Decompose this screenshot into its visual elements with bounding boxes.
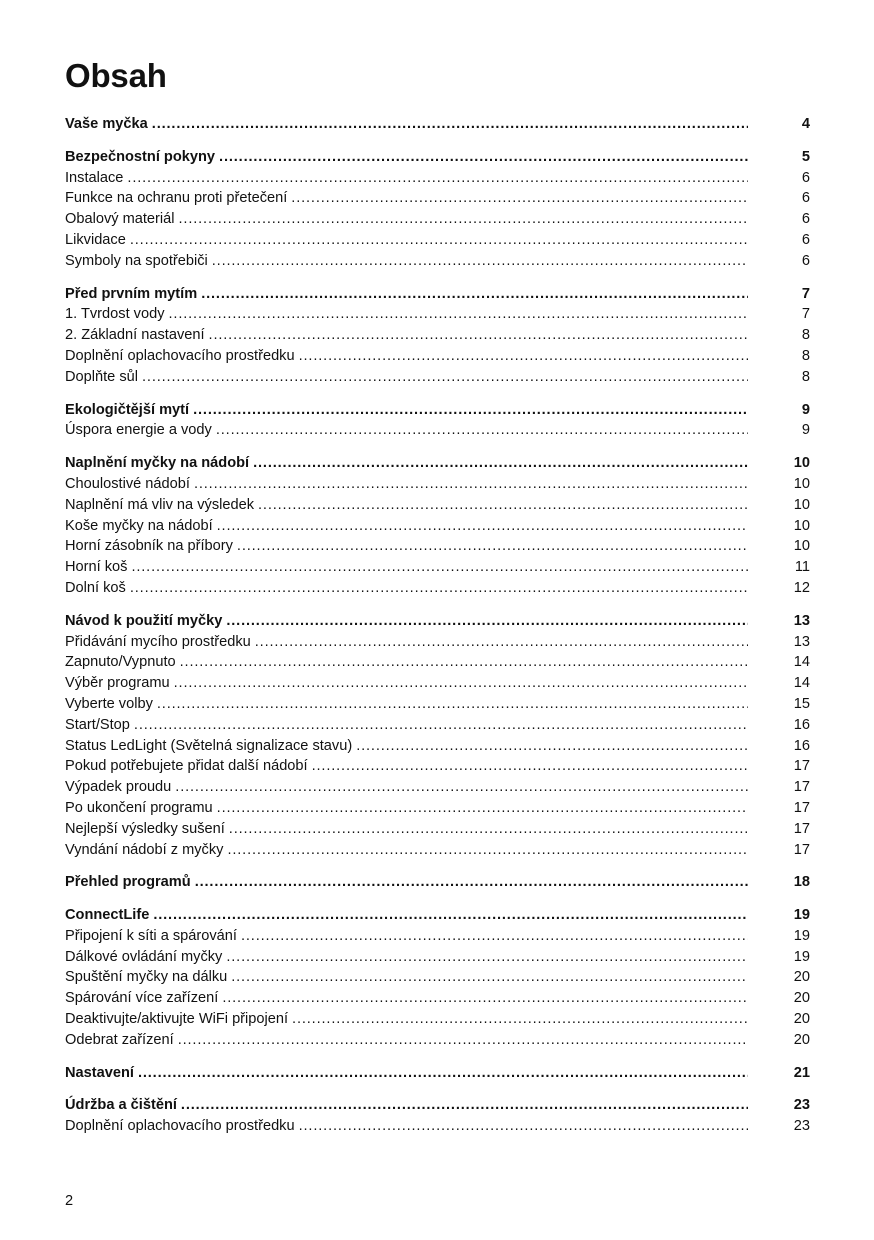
toc-entry[interactable] bbox=[65, 673, 810, 694]
toc-entry-page: 16 bbox=[793, 716, 810, 733]
toc-section-heading[interactable] bbox=[65, 905, 810, 926]
dot-leader bbox=[153, 905, 748, 926]
toc-entry-page: 16 bbox=[793, 737, 810, 754]
dot-leader bbox=[241, 926, 748, 947]
toc-entry-page: 7 bbox=[801, 306, 810, 323]
toc-entry-label: Spárování více zařízení bbox=[65, 990, 219, 1007]
toc-entry[interactable] bbox=[65, 578, 810, 599]
toc-entry[interactable] bbox=[65, 756, 810, 777]
toc-section-heading[interactable] bbox=[65, 114, 810, 135]
toc-entry[interactable] bbox=[65, 1030, 810, 1051]
toc-entry[interactable] bbox=[65, 840, 810, 861]
dot-leader bbox=[127, 168, 748, 189]
dot-leader bbox=[195, 872, 748, 893]
toc-entry-label: Doplňte sůl bbox=[65, 368, 139, 385]
page-title: Obsah bbox=[65, 57, 167, 94]
toc-entry-label: Nejlepší výsledky sušení bbox=[65, 820, 225, 837]
toc-section-heading[interactable] bbox=[65, 872, 810, 893]
dot-leader bbox=[175, 777, 748, 798]
toc-entry-label: 2. Základní nastavení bbox=[65, 327, 205, 344]
toc-entry-page: 20 bbox=[793, 990, 810, 1007]
toc-section bbox=[65, 114, 810, 135]
dot-leader bbox=[255, 632, 748, 653]
toc-entry-page: 20 bbox=[793, 1031, 810, 1048]
dot-leader bbox=[193, 400, 748, 421]
toc-entry[interactable] bbox=[65, 652, 810, 673]
toc-section bbox=[65, 453, 810, 599]
toc-entry-label: Horní koš bbox=[65, 559, 128, 576]
dot-leader bbox=[179, 209, 749, 230]
toc-entry-label: Připojení k síti a spárování bbox=[65, 927, 237, 944]
toc-entry[interactable] bbox=[65, 325, 810, 346]
dot-leader bbox=[157, 694, 748, 715]
dot-leader bbox=[181, 1095, 748, 1116]
toc-entry[interactable] bbox=[65, 632, 810, 653]
dot-leader bbox=[226, 611, 748, 632]
dot-leader bbox=[209, 325, 748, 346]
toc-entry-page: 8 bbox=[801, 347, 810, 364]
toc-entry[interactable] bbox=[65, 516, 810, 537]
toc-section-heading[interactable] bbox=[65, 1095, 810, 1116]
toc-entry-page: 6 bbox=[801, 252, 810, 269]
toc-entry[interactable] bbox=[65, 967, 810, 988]
toc-entry-page: 19 bbox=[793, 927, 810, 944]
dot-leader bbox=[178, 1030, 748, 1051]
dot-leader bbox=[142, 367, 748, 388]
table-of-contents bbox=[65, 114, 810, 1149]
toc-section-heading[interactable] bbox=[65, 453, 810, 474]
toc-entry[interactable] bbox=[65, 1116, 810, 1137]
toc-entry-label: Obalový materiál bbox=[65, 211, 175, 228]
toc-entry-label: Choulostivé nádobí bbox=[65, 475, 190, 492]
dot-leader bbox=[219, 147, 748, 168]
dot-leader bbox=[217, 798, 748, 819]
dot-leader bbox=[194, 474, 748, 495]
toc-entry-page: 23 bbox=[793, 1118, 810, 1135]
dot-leader bbox=[299, 346, 748, 367]
dot-leader bbox=[201, 284, 748, 305]
toc-entry-page: 10 bbox=[793, 496, 810, 513]
toc-entry-label: Deaktivujte/aktivujte WiFi připojení bbox=[65, 1011, 289, 1028]
dot-leader bbox=[169, 304, 749, 325]
toc-section-heading[interactable] bbox=[65, 147, 810, 168]
toc-entry-label: Status LedLight (Světelná signalizace stavu) bbox=[65, 737, 353, 754]
toc-entry[interactable] bbox=[65, 694, 810, 715]
toc-section bbox=[65, 905, 810, 1051]
toc-entry-page: 6 bbox=[801, 211, 810, 228]
toc-entry[interactable] bbox=[65, 988, 810, 1009]
toc-entry-label: Bezpečnostní pokyny bbox=[65, 148, 216, 165]
toc-entry-page: 21 bbox=[793, 1064, 810, 1081]
toc-entry-page: 17 bbox=[793, 758, 810, 775]
toc-entry[interactable] bbox=[65, 495, 810, 516]
dot-leader bbox=[130, 230, 748, 251]
dot-leader bbox=[227, 840, 748, 861]
toc-entry-page: 7 bbox=[801, 285, 810, 302]
dot-leader bbox=[138, 1063, 748, 1084]
toc-entry-page: 17 bbox=[793, 820, 810, 837]
toc-entry-label: Naplnění myčky na nádobí bbox=[65, 455, 250, 472]
toc-entry-page: 6 bbox=[801, 190, 810, 207]
toc-entry-page: 4 bbox=[801, 116, 810, 132]
dot-leader bbox=[134, 715, 748, 736]
toc-section bbox=[65, 400, 810, 442]
toc-entry-page: 8 bbox=[801, 368, 810, 385]
toc-entry-label: Ekologičtější mytí bbox=[65, 401, 190, 418]
toc-entry[interactable] bbox=[65, 251, 810, 272]
toc-section bbox=[65, 872, 810, 893]
toc-entry-label: Funkce na ochranu proti přetečení bbox=[65, 190, 288, 207]
dot-leader bbox=[291, 188, 748, 209]
toc-entry-page: 23 bbox=[793, 1097, 810, 1114]
dot-leader bbox=[229, 819, 748, 840]
toc-entry-page: 14 bbox=[793, 654, 810, 671]
toc-entry[interactable] bbox=[65, 1009, 810, 1030]
toc-entry-label: ConnectLife bbox=[65, 907, 150, 924]
toc-entry-label: Výpadek proudu bbox=[65, 779, 172, 796]
toc-entry-label: Přehled programů bbox=[65, 874, 191, 891]
dot-leader bbox=[356, 736, 748, 757]
toc-entry-page: 17 bbox=[793, 841, 810, 858]
dot-leader bbox=[312, 756, 748, 777]
toc-entry-page: 14 bbox=[793, 675, 810, 692]
toc-entry-page: 8 bbox=[801, 327, 810, 344]
dot-leader bbox=[292, 1009, 748, 1030]
toc-entry-label: Vaše myčka bbox=[65, 116, 148, 132]
toc-entry-label: Výběr programu bbox=[65, 675, 170, 692]
toc-entry-label: Zapnuto/Vypnuto bbox=[65, 654, 176, 671]
toc-entry-label: 1. Tvrdost vody bbox=[65, 306, 165, 323]
toc-section bbox=[65, 1095, 810, 1137]
toc-entry-label: Koše myčky na nádobí bbox=[65, 517, 213, 534]
dot-leader bbox=[180, 652, 748, 673]
dot-leader bbox=[174, 673, 748, 694]
dot-leader bbox=[258, 495, 748, 516]
toc-entry-label: Dolní koš bbox=[65, 579, 126, 596]
toc-entry-label: Spuštění myčky na dálku bbox=[65, 969, 228, 986]
toc-entry-label: Úspora energie a vody bbox=[65, 422, 212, 439]
toc-entry-label: Likvidace bbox=[65, 231, 126, 248]
toc-entry-label: Vyberte volby bbox=[65, 695, 153, 712]
toc-entry-page: 10 bbox=[793, 475, 810, 492]
toc-section-heading[interactable] bbox=[65, 400, 810, 421]
toc-entry-label: Doplnění oplachovacího prostředku bbox=[65, 1118, 295, 1135]
toc-entry[interactable] bbox=[65, 736, 810, 757]
toc-entry-label: Údržba a čištění bbox=[65, 1097, 177, 1114]
toc-entry-label: Symboly na spotřebiči bbox=[65, 252, 208, 269]
toc-entry-page: 9 bbox=[801, 422, 810, 439]
toc-section-heading[interactable] bbox=[65, 611, 810, 632]
toc-entry-label: Odebrat zařízení bbox=[65, 1031, 174, 1048]
toc-entry-label: Vyndání nádobí z myčky bbox=[65, 841, 224, 858]
toc-entry[interactable] bbox=[65, 230, 810, 251]
toc-entry[interactable] bbox=[65, 798, 810, 819]
dot-leader bbox=[237, 536, 748, 557]
toc-entry-page: 13 bbox=[793, 633, 810, 650]
toc-entry[interactable] bbox=[65, 926, 810, 947]
toc-section bbox=[65, 1063, 810, 1084]
toc-section bbox=[65, 284, 810, 388]
toc-entry-page: 5 bbox=[801, 148, 810, 165]
dot-leader bbox=[217, 516, 748, 537]
toc-entry[interactable] bbox=[65, 346, 810, 367]
toc-entry-page: 10 bbox=[793, 517, 810, 534]
toc-entry-label: Instalace bbox=[65, 169, 124, 186]
dot-leader bbox=[152, 114, 748, 135]
toc-entry[interactable] bbox=[65, 474, 810, 495]
toc-entry[interactable] bbox=[65, 536, 810, 557]
dot-leader bbox=[299, 1116, 748, 1137]
toc-entry-label: Nastavení bbox=[65, 1064, 134, 1081]
toc-entry-page: 19 bbox=[793, 907, 810, 924]
toc-entry-label: Po ukončení programu bbox=[65, 799, 213, 816]
dot-leader bbox=[212, 251, 748, 272]
toc-entry[interactable] bbox=[65, 777, 810, 798]
toc-entry-label: Pokud potřebujete přidat další nádobí bbox=[65, 758, 308, 775]
dot-leader bbox=[231, 967, 748, 988]
toc-entry[interactable] bbox=[65, 209, 810, 230]
toc-entry-page: 10 bbox=[793, 538, 810, 555]
toc-entry-page: 9 bbox=[801, 401, 810, 418]
toc-entry-page: 17 bbox=[793, 799, 810, 816]
toc-entry-label: Před prvním mytím bbox=[65, 285, 198, 302]
toc-entry-label: Návod k použití myčky bbox=[65, 612, 223, 629]
toc-entry[interactable] bbox=[65, 304, 810, 325]
toc-entry-page: 6 bbox=[801, 231, 810, 248]
toc-entry-page: 18 bbox=[793, 874, 810, 891]
toc-entry-page: 19 bbox=[793, 948, 810, 965]
page-number: 2 bbox=[65, 1193, 74, 1209]
toc-entry-page: 17 bbox=[793, 779, 810, 796]
dot-leader bbox=[226, 947, 748, 968]
dot-leader bbox=[131, 557, 748, 578]
toc-entry[interactable] bbox=[65, 420, 810, 441]
toc-entry-label: Přidávání mycího prostředku bbox=[65, 633, 251, 650]
toc-entry-label: Doplnění oplachovacího prostředku bbox=[65, 347, 295, 364]
toc-entry[interactable] bbox=[65, 819, 810, 840]
toc-entry[interactable] bbox=[65, 557, 810, 578]
toc-entry-page: 13 bbox=[793, 612, 810, 629]
toc-entry[interactable] bbox=[65, 188, 810, 209]
dot-leader bbox=[130, 578, 748, 599]
toc-section bbox=[65, 611, 810, 861]
toc-entry[interactable] bbox=[65, 715, 810, 736]
toc-entry-page: 20 bbox=[793, 969, 810, 986]
toc-entry-page: 10 bbox=[793, 455, 810, 472]
toc-entry-page: 6 bbox=[801, 169, 810, 186]
toc-entry[interactable] bbox=[65, 367, 810, 388]
toc-entry-page: 12 bbox=[793, 579, 810, 596]
toc-section bbox=[65, 147, 810, 272]
toc-entry-page: 20 bbox=[793, 1011, 810, 1028]
toc-section-heading[interactable] bbox=[65, 284, 810, 305]
toc-entry-page: 11 bbox=[794, 559, 810, 576]
toc-entry-label: Dálkové ovládání myčky bbox=[65, 948, 223, 965]
toc-section-heading[interactable] bbox=[65, 1063, 810, 1084]
toc-entry-page: 15 bbox=[793, 695, 810, 712]
dot-leader bbox=[253, 453, 748, 474]
toc-entry[interactable] bbox=[65, 947, 810, 968]
toc-entry-label: Horní zásobník na příbory bbox=[65, 538, 233, 555]
toc-entry-label: Naplnění má vliv na výsledek bbox=[65, 496, 254, 513]
toc-entry[interactable] bbox=[65, 168, 810, 189]
dot-leader bbox=[222, 988, 748, 1009]
dot-leader bbox=[216, 420, 748, 441]
toc-entry-label: Start/Stop bbox=[65, 716, 130, 733]
